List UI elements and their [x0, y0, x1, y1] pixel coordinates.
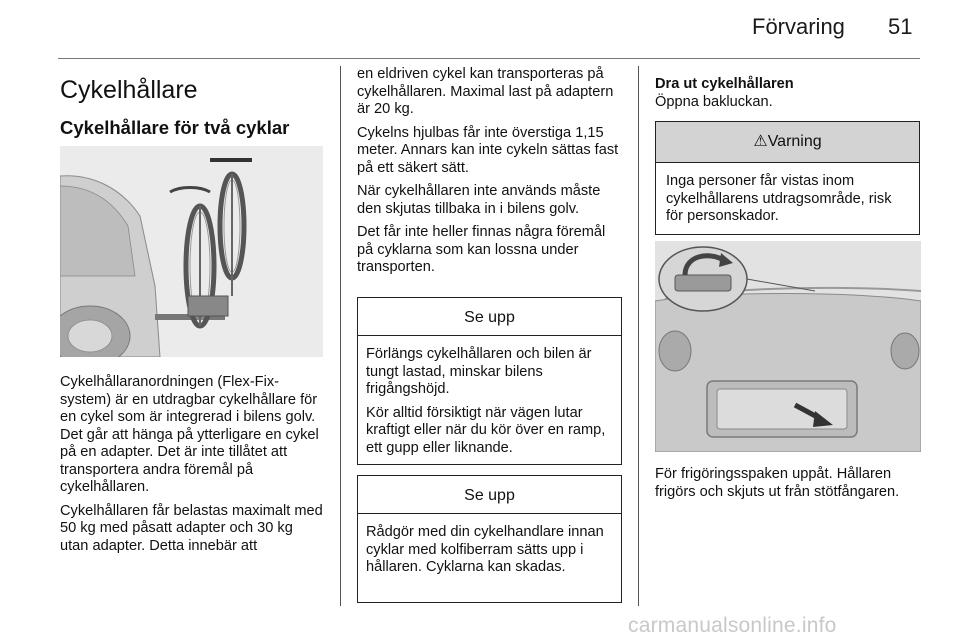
- chapter-heading: Cykelhållare: [60, 76, 198, 104]
- header-rule: [58, 58, 920, 59]
- bike-carrier-illustration: [60, 146, 323, 357]
- warning-text: Inga personer får vistas inom cykelhållarens utdragsområde, risk för personskador.: [666, 173, 892, 224]
- left-body-text: [60, 374, 324, 561]
- procedure-intro: [655, 76, 920, 111]
- page-number: 51: [888, 14, 913, 39]
- section-title: Förvaring: [752, 14, 845, 39]
- warning-title: Varning: [767, 133, 822, 150]
- paragraph: Cykelhållaranordningen (Flex-Fix-system) är en utdragbar cykelhållare för en cykel som är integrerad i bilens golv. Det går att hänga på ytterligare en cykel på en adapter. Det är inte tillåtet att transportera andra föremål på cykelhållaren.: [60, 374, 319, 495]
- middle-body-text: [357, 66, 625, 283]
- paragraph: en eldriven cykel kan transporteras på cykelhållaren. Maximal last på adaptern är 20 kg.: [357, 66, 614, 117]
- paragraph: Det får inte heller finnas några föremål på cyklarna som kan lossna under transporten.: [357, 224, 606, 275]
- warning-box: [655, 121, 920, 235]
- watermark: carmanualsonline.info: [628, 614, 837, 637]
- paragraph: Cykelhållaren får belastas maximalt med 50 kg med påsatt adapter och 30 kg utan adapter. Detta innebär att: [60, 502, 323, 554]
- warning-header: [656, 122, 919, 163]
- procedure-heading: Dra ut cykelhållaren: [655, 76, 794, 92]
- illustration-caption: För frigöringsspaken uppåt. Hållaren frigörs och skjuts ut från stötfångaren.: [655, 466, 900, 500]
- caution-note-title: Se upp: [358, 476, 621, 514]
- caution-note-2: [357, 475, 622, 603]
- caution-note-text: Förlängs cykelhållaren och bilen är tungt lastad, minskar bilens frigångshöjd.: [366, 346, 592, 397]
- procedure-step: Öppna bakluckan.: [655, 93, 773, 110]
- column-divider-right: [638, 66, 639, 606]
- caution-note-title: Se upp: [358, 298, 621, 336]
- caution-note-text: Rådgör med din cykelhandlare innan cyklar med kolfiberram sätts upp i hållaren. Cyklarna kan skadas.: [366, 524, 604, 575]
- column-divider-left: [340, 66, 341, 606]
- warning-triangle-icon: ⚠: [753, 133, 768, 150]
- paragraph: Cykelns hjulbas får inte överstiga 1,15 meter. Annars kan inte cykeln sättas fast på ett säkert sätt.: [357, 124, 619, 176]
- bumper-release-illustration: [655, 241, 921, 452]
- caution-note-text: Kör alltid försiktigt när vägen lutar kraftigt eller när du kör över en ramp, ett gupp eller liknande.: [366, 404, 606, 456]
- caution-note-1: [357, 297, 622, 465]
- paragraph: När cykelhållaren inte används måste den skjutas tillbaka in i bilens golv.: [357, 183, 601, 217]
- section-heading: Cykelhållare för två cyklar: [60, 117, 290, 138]
